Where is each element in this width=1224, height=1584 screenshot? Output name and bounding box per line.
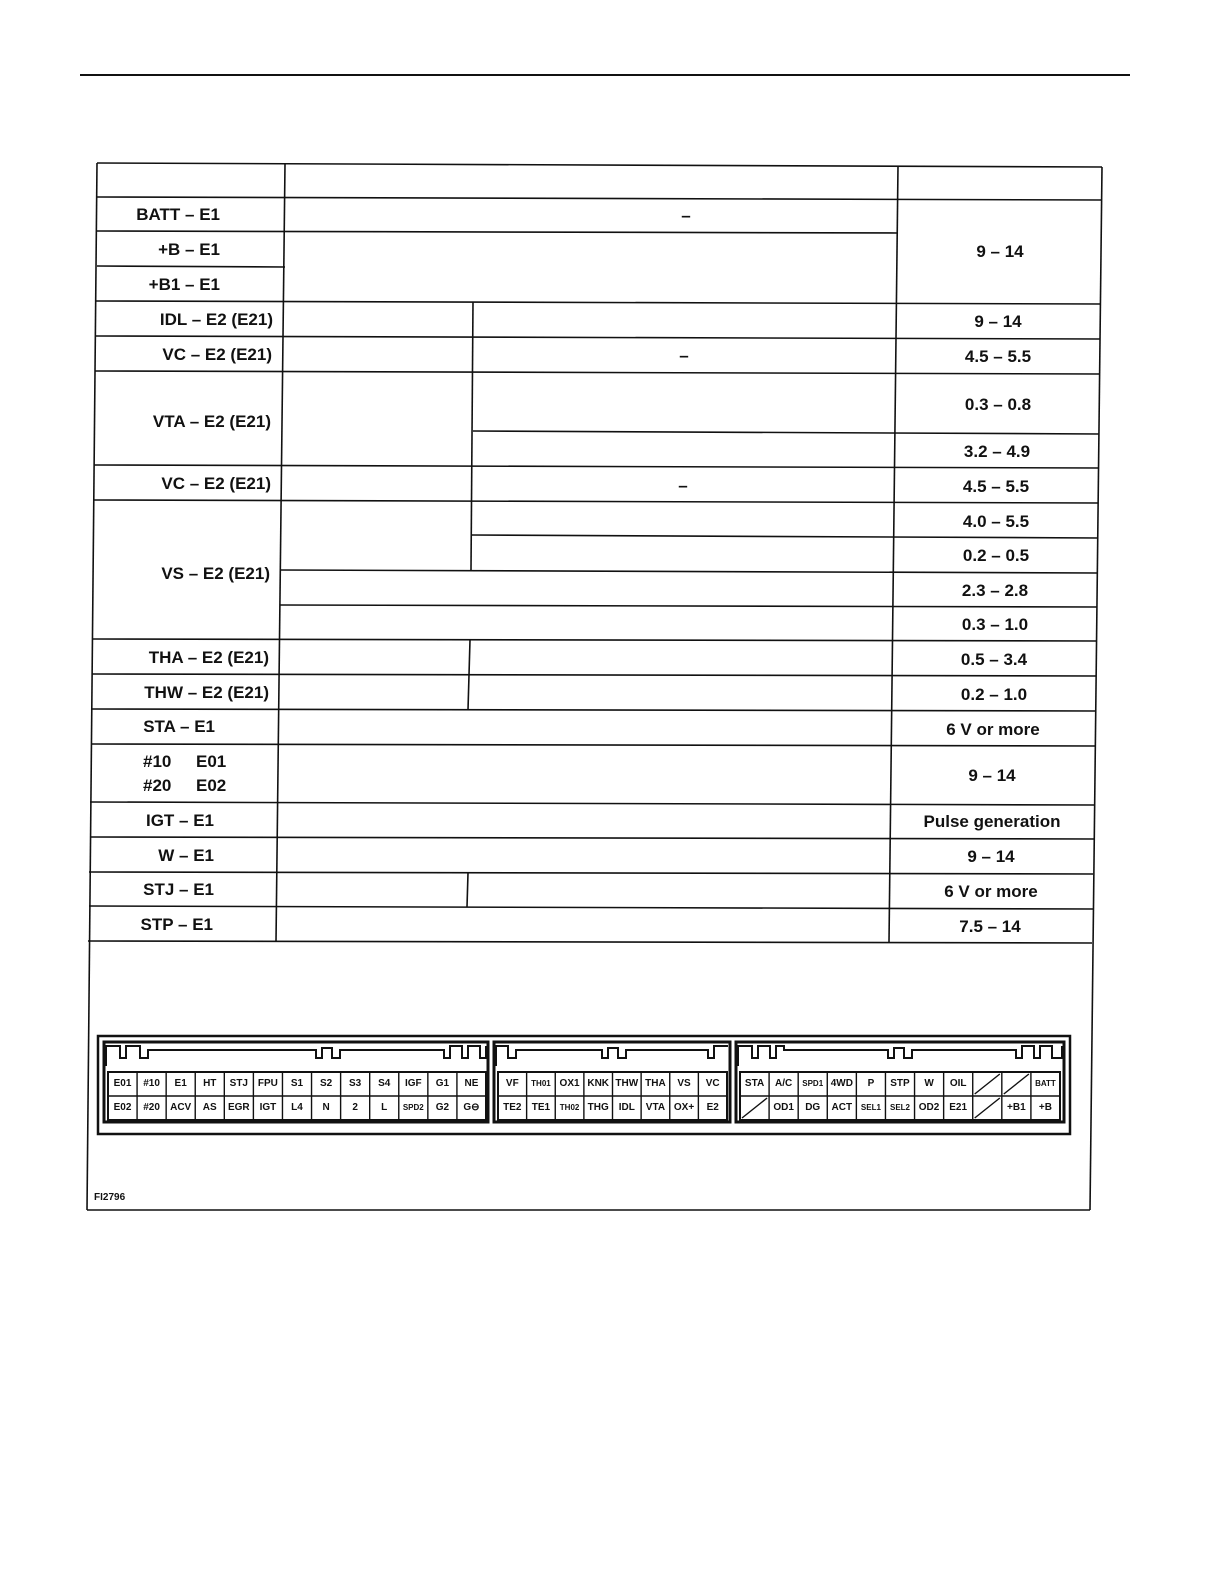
value-vta-closed: 0.3 – 0.8 [964,395,1032,414]
terminal-vs-e2: VS – E2 (E21) [161,564,270,583]
connector-pin: THA [645,1078,666,1089]
value-injector: 9 – 14 [968,766,1016,785]
terminal-batt-e1: BATT – E1 [136,205,220,224]
value-sta: 6 V or more [946,720,1040,739]
connector-pin: SPD1 [802,1079,824,1088]
value-igt: Pulse generation [923,812,1061,831]
value-stp: 7.5 – 14 [959,917,1021,936]
value-vs-2: 0.2 – 0.5 [962,546,1030,565]
connector-pin: VF [505,1078,519,1089]
connector-pin: OX1 [559,1078,580,1089]
value-vs-1: 4.0 – 5.5 [962,512,1030,531]
connector-pin: IGF [404,1078,422,1089]
connector-pin: E01 [113,1078,132,1089]
terminal-b1-e1: +B1 – E1 [148,275,220,294]
connector-pin: SEL1 [860,1103,881,1112]
condition-dash: – [679,346,689,365]
connector-pin: E1 [174,1078,187,1089]
connector-pin: EGR [227,1102,250,1113]
terminal-igt-e1: IGT – E1 [145,811,214,830]
value-vc-2: 4.5 – 5.5 [962,477,1030,496]
terminal-stp-e1: STP – E1 [140,915,213,934]
connector-pin: BATT [1035,1079,1056,1088]
terminal-vc-e2-2: VC – E2 (E21) [161,474,271,493]
connector-pin: G2 [435,1102,450,1113]
connector-pin: FPU [257,1078,278,1089]
connector-pin: +B1 [1007,1102,1026,1113]
figure-id: FI2796 [94,1192,126,1203]
value-b-e1: 9 – 14 [976,242,1024,261]
terminal-thw-e2: THW – E2 (E21) [144,683,269,702]
connector-pin: IDL [618,1102,635,1113]
value-stj: 6 V or more [944,882,1038,901]
value-tha: 0.5 – 3.4 [960,650,1028,669]
connector-pin: TE1 [531,1102,551,1113]
value-vs-3: 2.3 – 2.8 [961,581,1029,600]
connector-pin: #20 [143,1102,160,1113]
connector-pin: SPD2 [402,1103,424,1112]
connector-pin: S3 [349,1078,362,1089]
value-idl: 9 – 14 [974,312,1022,331]
connector-pin: DG [805,1102,821,1113]
connector-pin: E2 [706,1102,719,1113]
connector-pin: ACV [170,1102,192,1113]
connector-pin: P [867,1078,875,1089]
terminal-stj-e1: STJ – E1 [143,880,214,899]
terminal-tha-e2: THA – E2 (E21) [148,648,269,667]
connector-pin: S4 [378,1078,391,1089]
connector-pin: #10 [143,1078,160,1089]
connector-pin: THG [587,1102,609,1113]
connector-pin: ACT [831,1102,853,1113]
connector-pin: TH02 [559,1103,580,1112]
connector-pin: W [924,1078,934,1089]
connector-pin: AS [202,1102,217,1113]
connector-pin: KNK [587,1078,610,1089]
connector-pin: S1 [290,1078,304,1089]
terminal-b-e1: +B – E1 [158,240,220,259]
connector-pin: S2 [319,1078,333,1089]
connector-pin: G⊖ [463,1102,480,1113]
terminal-vta-e2: VTA – E2 (E21) [152,412,271,431]
terminal-10: #10 [143,752,172,771]
connector-pin: STA [744,1078,765,1089]
value-vc: 4.5 – 5.5 [964,347,1032,366]
connector-pin: TH01 [531,1079,551,1088]
terminal-vc-e2: VC – E2 (E21) [162,345,272,364]
value-w: 9 – 14 [967,847,1015,866]
connector-pin: STP [890,1078,910,1089]
terminal-e01: E01 [196,752,227,771]
connector-pin: L4 [291,1102,303,1113]
connector-pin: G1 [435,1078,450,1089]
condition-dash: – [678,476,688,495]
connector-pin: OIL [949,1078,967,1089]
value-vta-open: 3.2 – 4.9 [963,442,1031,461]
connector-pin: E21 [949,1102,968,1113]
terminal-idl-e2: IDL – E2 (E21) [159,310,273,329]
connector-pin: VC [705,1078,720,1089]
connector-pin: OD2 [918,1102,940,1113]
condition-dash: – [681,206,691,225]
connector-pin: 4WD [830,1078,853,1089]
connector-pin: N [322,1102,330,1113]
connector-pin: VTA [645,1102,666,1113]
terminal-20: #20 [143,776,172,795]
connector-pin: VS [677,1078,691,1089]
connector-pin: 2 [352,1102,358,1113]
value-thw: 0.2 – 1.0 [960,685,1028,704]
connector-pin: TE2 [503,1102,522,1113]
connector-pin: SEL2 [889,1103,910,1112]
terminal-e02: E02 [196,776,227,795]
connector-pin: IGT [259,1102,277,1113]
connector-pin: OD1 [773,1102,794,1113]
terminal-w-e1: W – E1 [158,846,214,865]
connector-pin: THW [615,1078,639,1089]
connector-pin: L [381,1102,388,1113]
value-vs-4: 0.3 – 1.0 [961,615,1029,634]
connector-pin: OX+ [673,1102,695,1113]
connector-pin: A/C [775,1078,793,1089]
connector-pin: NE [464,1078,479,1089]
connector-pin: E02 [113,1102,132,1113]
terminal-sta-e1: STA – E1 [143,717,215,736]
connector-pin: HT [203,1078,217,1089]
connector-pin: +B [1038,1102,1052,1113]
connector-pin: STJ [229,1078,248,1089]
